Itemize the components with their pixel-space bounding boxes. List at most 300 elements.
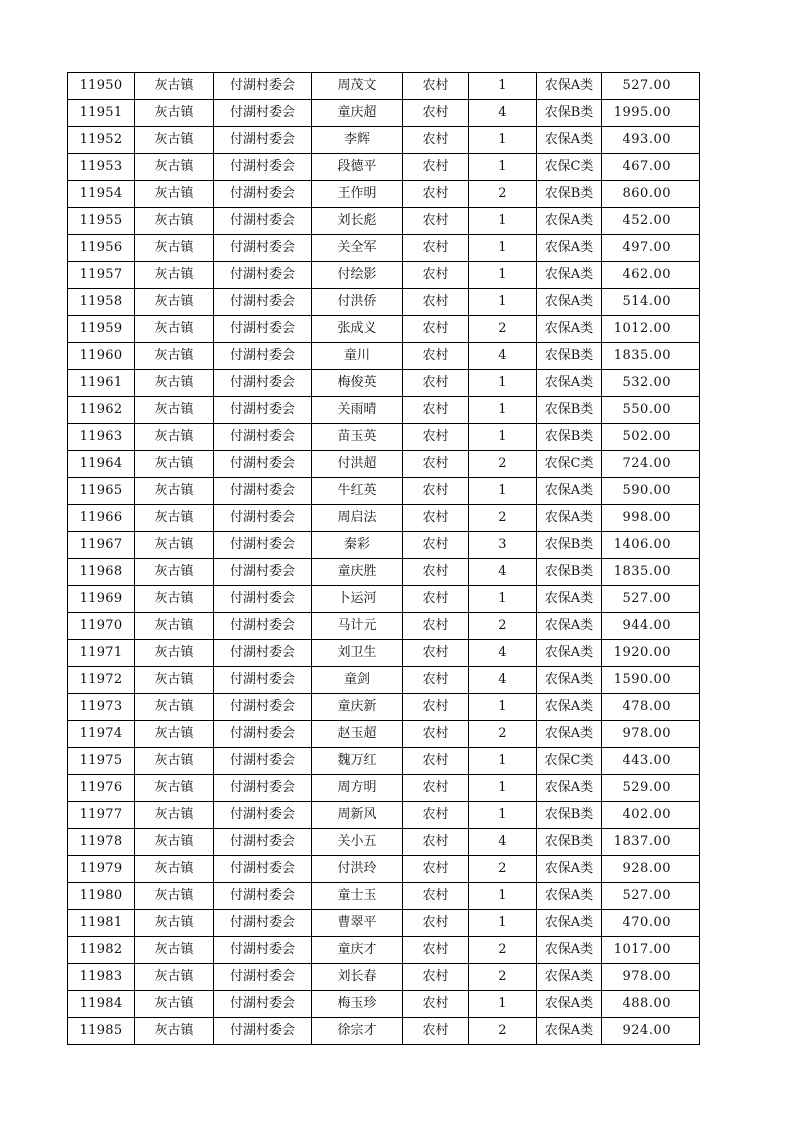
household-size-cell: 1 (469, 775, 537, 802)
person-name-cell: 刘长彪 (312, 208, 403, 235)
record-id-cell: 11951 (68, 100, 135, 127)
insurance-category-cell: 农保B类 (537, 397, 602, 424)
household-size-cell: 2 (469, 181, 537, 208)
person-name-cell: 魏万红 (312, 748, 403, 775)
table-row (68, 802, 700, 829)
table-row (68, 667, 700, 694)
town-cell: 灰古镇 (135, 73, 214, 100)
household-size-cell: 2 (469, 721, 537, 748)
household-size-cell: 1 (469, 370, 537, 397)
area-type-cell: 农村 (403, 505, 469, 532)
town-cell: 灰古镇 (135, 586, 214, 613)
town-cell: 灰古镇 (135, 100, 214, 127)
committee-cell: 付湖村委会 (214, 586, 312, 613)
record-id-cell: 11982 (68, 937, 135, 964)
town-cell: 灰古镇 (135, 181, 214, 208)
record-id-cell: 11973 (68, 694, 135, 721)
household-size-cell: 1 (469, 262, 537, 289)
committee-cell: 付湖村委会 (214, 208, 312, 235)
area-type-cell: 农村 (403, 100, 469, 127)
town-cell: 灰古镇 (135, 235, 214, 262)
town-cell: 灰古镇 (135, 613, 214, 640)
person-name-cell: 付洪超 (312, 451, 403, 478)
amount-cell: 944.00 (602, 613, 700, 640)
person-name-cell: 关全军 (312, 235, 403, 262)
area-type-cell: 农村 (403, 1018, 469, 1045)
area-type-cell: 农村 (403, 640, 469, 667)
record-id-cell: 11984 (68, 991, 135, 1018)
table-row (68, 829, 700, 856)
town-cell: 灰古镇 (135, 424, 214, 451)
insurance-category-cell: 农保B类 (537, 343, 602, 370)
household-size-cell: 1 (469, 748, 537, 775)
record-id-cell: 11975 (68, 748, 135, 775)
insurance-category-cell: 农保C类 (537, 154, 602, 181)
insurance-category-cell: 农保B类 (537, 532, 602, 559)
insurance-category-cell: 农保A类 (537, 505, 602, 532)
subsidy-roster-table (67, 72, 700, 1045)
table-row (68, 127, 700, 154)
town-cell: 灰古镇 (135, 964, 214, 991)
person-name-cell: 童剑 (312, 667, 403, 694)
committee-cell: 付湖村委会 (214, 397, 312, 424)
table-row (68, 235, 700, 262)
insurance-category-cell: 农保A类 (537, 883, 602, 910)
amount-cell: 514.00 (602, 289, 700, 316)
record-id-cell: 11965 (68, 478, 135, 505)
household-size-cell: 2 (469, 613, 537, 640)
table-row (68, 424, 700, 451)
area-type-cell: 农村 (403, 937, 469, 964)
committee-cell: 付湖村委会 (214, 235, 312, 262)
area-type-cell: 农村 (403, 586, 469, 613)
committee-cell: 付湖村委会 (214, 532, 312, 559)
household-size-cell: 1 (469, 883, 537, 910)
person-name-cell: 童庆新 (312, 694, 403, 721)
table-row (68, 748, 700, 775)
table-row (68, 154, 700, 181)
committee-cell: 付湖村委会 (214, 100, 312, 127)
area-type-cell: 农村 (403, 478, 469, 505)
household-size-cell: 1 (469, 586, 537, 613)
area-type-cell: 农村 (403, 154, 469, 181)
committee-cell: 付湖村委会 (214, 721, 312, 748)
table-row (68, 613, 700, 640)
table-row (68, 73, 700, 100)
insurance-category-cell: 农保A类 (537, 289, 602, 316)
town-cell: 灰古镇 (135, 694, 214, 721)
committee-cell: 付湖村委会 (214, 883, 312, 910)
person-name-cell: 付洪玲 (312, 856, 403, 883)
town-cell: 灰古镇 (135, 370, 214, 397)
town-cell: 灰古镇 (135, 154, 214, 181)
town-cell: 灰古镇 (135, 667, 214, 694)
record-id-cell: 11977 (68, 802, 135, 829)
area-type-cell: 农村 (403, 262, 469, 289)
household-size-cell: 1 (469, 235, 537, 262)
committee-cell: 付湖村委会 (214, 316, 312, 343)
town-cell: 灰古镇 (135, 937, 214, 964)
amount-cell: 462.00 (602, 262, 700, 289)
person-name-cell: 卜运河 (312, 586, 403, 613)
household-size-cell: 1 (469, 208, 537, 235)
area-type-cell: 农村 (403, 910, 469, 937)
table-row (68, 478, 700, 505)
area-type-cell: 农村 (403, 208, 469, 235)
amount-cell: 1017.00 (602, 937, 700, 964)
table-row (68, 397, 700, 424)
record-id-cell: 11974 (68, 721, 135, 748)
area-type-cell: 农村 (403, 856, 469, 883)
household-size-cell: 4 (469, 667, 537, 694)
town-cell: 灰古镇 (135, 559, 214, 586)
insurance-category-cell: 农保A类 (537, 73, 602, 100)
amount-cell: 978.00 (602, 964, 700, 991)
amount-cell: 478.00 (602, 694, 700, 721)
insurance-category-cell: 农保A类 (537, 370, 602, 397)
committee-cell: 付湖村委会 (214, 964, 312, 991)
area-type-cell: 农村 (403, 883, 469, 910)
person-name-cell: 周方明 (312, 775, 403, 802)
insurance-category-cell: 农保B类 (537, 100, 602, 127)
committee-cell: 付湖村委会 (214, 478, 312, 505)
amount-cell: 497.00 (602, 235, 700, 262)
insurance-category-cell: 农保A类 (537, 208, 602, 235)
household-size-cell: 1 (469, 478, 537, 505)
table-row (68, 964, 700, 991)
amount-cell: 550.00 (602, 397, 700, 424)
insurance-category-cell: 农保B类 (537, 829, 602, 856)
table-row (68, 505, 700, 532)
household-size-cell: 4 (469, 100, 537, 127)
amount-cell: 724.00 (602, 451, 700, 478)
record-id-cell: 11959 (68, 316, 135, 343)
committee-cell: 付湖村委会 (214, 991, 312, 1018)
amount-cell: 1995.00 (602, 100, 700, 127)
committee-cell: 付湖村委会 (214, 856, 312, 883)
town-cell: 灰古镇 (135, 262, 214, 289)
person-name-cell: 童川 (312, 343, 403, 370)
record-id-cell: 11976 (68, 775, 135, 802)
amount-cell: 470.00 (602, 910, 700, 937)
person-name-cell: 刘长春 (312, 964, 403, 991)
area-type-cell: 农村 (403, 964, 469, 991)
town-cell: 灰古镇 (135, 451, 214, 478)
roster-body (68, 73, 700, 1045)
town-cell: 灰古镇 (135, 316, 214, 343)
table-row (68, 991, 700, 1018)
amount-cell: 1590.00 (602, 667, 700, 694)
town-cell: 灰古镇 (135, 397, 214, 424)
amount-cell: 532.00 (602, 370, 700, 397)
insurance-category-cell: 农保A类 (537, 262, 602, 289)
committee-cell: 付湖村委会 (214, 775, 312, 802)
household-size-cell: 2 (469, 937, 537, 964)
household-size-cell: 1 (469, 397, 537, 424)
town-cell: 灰古镇 (135, 910, 214, 937)
person-name-cell: 童士玉 (312, 883, 403, 910)
person-name-cell: 周新风 (312, 802, 403, 829)
area-type-cell: 农村 (403, 667, 469, 694)
table-row (68, 883, 700, 910)
household-size-cell: 4 (469, 559, 537, 586)
household-size-cell: 1 (469, 289, 537, 316)
person-name-cell: 牛红英 (312, 478, 403, 505)
table-row (68, 559, 700, 586)
committee-cell: 付湖村委会 (214, 370, 312, 397)
person-name-cell: 周茂文 (312, 73, 403, 100)
committee-cell: 付湖村委会 (214, 937, 312, 964)
household-size-cell: 1 (469, 694, 537, 721)
person-name-cell: 周启法 (312, 505, 403, 532)
area-type-cell: 农村 (403, 613, 469, 640)
record-id-cell: 11954 (68, 181, 135, 208)
insurance-category-cell: 农保A类 (537, 640, 602, 667)
record-id-cell: 11964 (68, 451, 135, 478)
insurance-category-cell: 农保A类 (537, 667, 602, 694)
town-cell: 灰古镇 (135, 883, 214, 910)
town-cell: 灰古镇 (135, 532, 214, 559)
amount-cell: 978.00 (602, 721, 700, 748)
area-type-cell: 农村 (403, 532, 469, 559)
amount-cell: 1835.00 (602, 343, 700, 370)
record-id-cell: 11958 (68, 289, 135, 316)
record-id-cell: 11967 (68, 532, 135, 559)
amount-cell: 467.00 (602, 154, 700, 181)
town-cell: 灰古镇 (135, 775, 214, 802)
person-name-cell: 关雨晴 (312, 397, 403, 424)
household-size-cell: 2 (469, 964, 537, 991)
person-name-cell: 段德平 (312, 154, 403, 181)
record-id-cell: 11956 (68, 235, 135, 262)
town-cell: 灰古镇 (135, 505, 214, 532)
table-row (68, 694, 700, 721)
area-type-cell: 农村 (403, 829, 469, 856)
area-type-cell: 农村 (403, 181, 469, 208)
insurance-category-cell: 农保C类 (537, 451, 602, 478)
area-type-cell: 农村 (403, 316, 469, 343)
record-id-cell: 11971 (68, 640, 135, 667)
table-row (68, 100, 700, 127)
person-name-cell: 梅俊英 (312, 370, 403, 397)
area-type-cell: 农村 (403, 397, 469, 424)
table-row (68, 856, 700, 883)
committee-cell: 付湖村委会 (214, 640, 312, 667)
insurance-category-cell: 农保A类 (537, 856, 602, 883)
table-row (68, 937, 700, 964)
area-type-cell: 农村 (403, 235, 469, 262)
household-size-cell: 2 (469, 856, 537, 883)
record-id-cell: 11983 (68, 964, 135, 991)
area-type-cell: 农村 (403, 721, 469, 748)
town-cell: 灰古镇 (135, 478, 214, 505)
person-name-cell: 梅玉珍 (312, 991, 403, 1018)
town-cell: 灰古镇 (135, 343, 214, 370)
household-size-cell: 1 (469, 802, 537, 829)
amount-cell: 1920.00 (602, 640, 700, 667)
amount-cell: 1012.00 (602, 316, 700, 343)
household-size-cell: 2 (469, 505, 537, 532)
household-size-cell: 4 (469, 640, 537, 667)
household-size-cell: 2 (469, 1018, 537, 1045)
insurance-category-cell: 农保B类 (537, 424, 602, 451)
amount-cell: 860.00 (602, 181, 700, 208)
table-row (68, 289, 700, 316)
record-id-cell: 11955 (68, 208, 135, 235)
committee-cell: 付湖村委会 (214, 694, 312, 721)
area-type-cell: 农村 (403, 748, 469, 775)
amount-cell: 1837.00 (602, 829, 700, 856)
amount-cell: 1406.00 (602, 532, 700, 559)
record-id-cell: 11969 (68, 586, 135, 613)
amount-cell: 502.00 (602, 424, 700, 451)
town-cell: 灰古镇 (135, 640, 214, 667)
table-row (68, 316, 700, 343)
record-id-cell: 11961 (68, 370, 135, 397)
committee-cell: 付湖村委会 (214, 289, 312, 316)
table-row (68, 640, 700, 667)
town-cell: 灰古镇 (135, 127, 214, 154)
town-cell: 灰古镇 (135, 289, 214, 316)
insurance-category-cell: 农保B类 (537, 559, 602, 586)
area-type-cell: 农村 (403, 991, 469, 1018)
table-row (68, 910, 700, 937)
insurance-category-cell: 农保A类 (537, 910, 602, 937)
area-type-cell: 农村 (403, 424, 469, 451)
household-size-cell: 2 (469, 316, 537, 343)
household-size-cell: 1 (469, 154, 537, 181)
committee-cell: 付湖村委会 (214, 451, 312, 478)
record-id-cell: 11968 (68, 559, 135, 586)
insurance-category-cell: 农保A类 (537, 613, 602, 640)
committee-cell: 付湖村委会 (214, 559, 312, 586)
amount-cell: 529.00 (602, 775, 700, 802)
household-size-cell: 4 (469, 343, 537, 370)
insurance-category-cell: 农保A类 (537, 991, 602, 1018)
amount-cell: 998.00 (602, 505, 700, 532)
household-size-cell: 3 (469, 532, 537, 559)
area-type-cell: 农村 (403, 775, 469, 802)
person-name-cell: 刘卫生 (312, 640, 403, 667)
person-name-cell: 付洪侨 (312, 289, 403, 316)
committee-cell: 付湖村委会 (214, 154, 312, 181)
town-cell: 灰古镇 (135, 991, 214, 1018)
record-id-cell: 11981 (68, 910, 135, 937)
person-name-cell: 曹翠平 (312, 910, 403, 937)
insurance-category-cell: 农保A类 (537, 721, 602, 748)
amount-cell: 1835.00 (602, 559, 700, 586)
record-id-cell: 11957 (68, 262, 135, 289)
person-name-cell: 苗玉英 (312, 424, 403, 451)
committee-cell: 付湖村委会 (214, 127, 312, 154)
household-size-cell: 2 (469, 451, 537, 478)
person-name-cell: 王作明 (312, 181, 403, 208)
household-size-cell: 1 (469, 127, 537, 154)
table-row (68, 370, 700, 397)
record-id-cell: 11950 (68, 73, 135, 100)
household-size-cell: 1 (469, 73, 537, 100)
committee-cell: 付湖村委会 (214, 505, 312, 532)
table-row (68, 343, 700, 370)
insurance-category-cell: 农保C类 (537, 748, 602, 775)
amount-cell: 928.00 (602, 856, 700, 883)
person-name-cell: 马计元 (312, 613, 403, 640)
record-id-cell: 11963 (68, 424, 135, 451)
area-type-cell: 农村 (403, 559, 469, 586)
record-id-cell: 11960 (68, 343, 135, 370)
record-id-cell: 11980 (68, 883, 135, 910)
committee-cell: 付湖村委会 (214, 181, 312, 208)
area-type-cell: 农村 (403, 127, 469, 154)
insurance-category-cell: 农保A类 (537, 586, 602, 613)
area-type-cell: 农村 (403, 451, 469, 478)
town-cell: 灰古镇 (135, 856, 214, 883)
committee-cell: 付湖村委会 (214, 748, 312, 775)
table-row (68, 1018, 700, 1045)
amount-cell: 527.00 (602, 883, 700, 910)
committee-cell: 付湖村委会 (214, 667, 312, 694)
insurance-category-cell: 农保A类 (537, 478, 602, 505)
table-row (68, 262, 700, 289)
person-name-cell: 秦彩 (312, 532, 403, 559)
person-name-cell: 赵玉超 (312, 721, 403, 748)
town-cell: 灰古镇 (135, 721, 214, 748)
person-name-cell: 张成义 (312, 316, 403, 343)
insurance-category-cell: 农保A类 (537, 316, 602, 343)
household-size-cell: 1 (469, 910, 537, 937)
person-name-cell: 童庆超 (312, 100, 403, 127)
insurance-category-cell: 农保A类 (537, 937, 602, 964)
table-row (68, 775, 700, 802)
record-id-cell: 11962 (68, 397, 135, 424)
record-id-cell: 11978 (68, 829, 135, 856)
insurance-category-cell: 农保A类 (537, 127, 602, 154)
area-type-cell: 农村 (403, 694, 469, 721)
amount-cell: 924.00 (602, 1018, 700, 1045)
insurance-category-cell: 农保A类 (537, 235, 602, 262)
area-type-cell: 农村 (403, 343, 469, 370)
insurance-category-cell: 农保B类 (537, 802, 602, 829)
insurance-category-cell: 农保B类 (537, 181, 602, 208)
town-cell: 灰古镇 (135, 829, 214, 856)
town-cell: 灰古镇 (135, 748, 214, 775)
committee-cell: 付湖村委会 (214, 73, 312, 100)
area-type-cell: 农村 (403, 370, 469, 397)
table-row (68, 451, 700, 478)
record-id-cell: 11952 (68, 127, 135, 154)
committee-cell: 付湖村委会 (214, 910, 312, 937)
area-type-cell: 农村 (403, 289, 469, 316)
amount-cell: 488.00 (602, 991, 700, 1018)
committee-cell: 付湖村委会 (214, 1018, 312, 1045)
table-row (68, 721, 700, 748)
person-name-cell: 李辉 (312, 127, 403, 154)
committee-cell: 付湖村委会 (214, 613, 312, 640)
amount-cell: 590.00 (602, 478, 700, 505)
insurance-category-cell: 农保A类 (537, 1018, 602, 1045)
amount-cell: 402.00 (602, 802, 700, 829)
person-name-cell: 付绘影 (312, 262, 403, 289)
person-name-cell: 童庆才 (312, 937, 403, 964)
household-size-cell: 4 (469, 829, 537, 856)
committee-cell: 付湖村委会 (214, 262, 312, 289)
person-name-cell: 关小五 (312, 829, 403, 856)
person-name-cell: 童庆胜 (312, 559, 403, 586)
table-row (68, 208, 700, 235)
committee-cell: 付湖村委会 (214, 343, 312, 370)
town-cell: 灰古镇 (135, 208, 214, 235)
amount-cell: 443.00 (602, 748, 700, 775)
